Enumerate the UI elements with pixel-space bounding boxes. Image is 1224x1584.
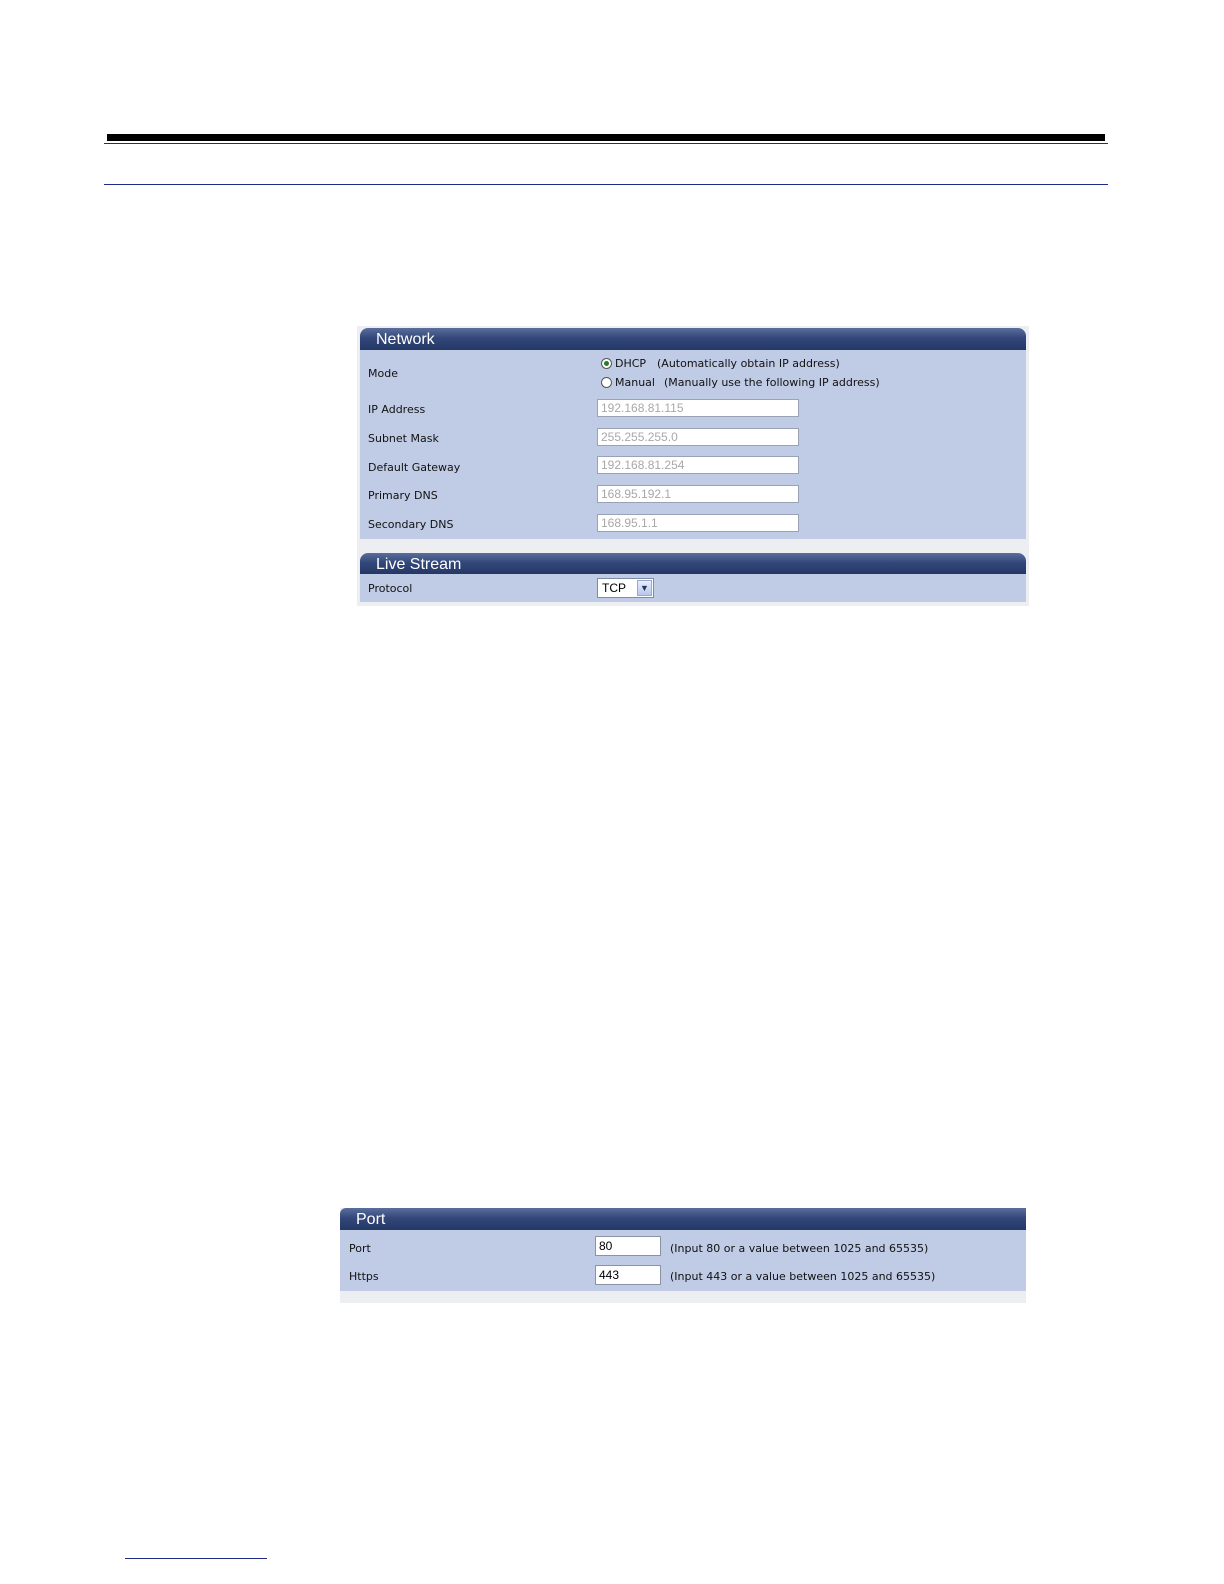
- secondary-dns-label: Secondary DNS: [368, 518, 454, 531]
- protocol-label: Protocol: [368, 582, 413, 595]
- chevron-down-icon[interactable]: ▼: [637, 580, 652, 596]
- network-settings-panel: [357, 326, 1029, 606]
- protocol-value: TCP: [602, 581, 626, 595]
- network-header: Network: [360, 328, 1026, 350]
- live-stream-header: Live Stream: [360, 553, 1026, 574]
- port-header: Port: [340, 1208, 1026, 1230]
- port-settings-panel: [340, 1208, 1026, 1303]
- https-label: Https: [349, 1270, 379, 1283]
- primary-dns-field[interactable]: 168.95.192.1: [597, 485, 799, 503]
- primary-dns-label: Primary DNS: [368, 489, 438, 502]
- header-rule-thick: [107, 134, 1105, 141]
- ip-address-field[interactable]: 192.168.81.115: [597, 399, 799, 417]
- default-gateway-field[interactable]: 192.168.81.254: [597, 456, 799, 474]
- manual-radio[interactable]: [601, 377, 612, 388]
- manual-label[interactable]: Manual: [615, 376, 655, 389]
- footer-rule: [125, 1558, 267, 1559]
- dhcp-radio[interactable]: [601, 358, 612, 369]
- https-hint: (Input 443 or a value between 1025 and 65535): [670, 1270, 936, 1283]
- secondary-dns-field[interactable]: 168.95.1.1: [597, 514, 799, 532]
- port-body: [340, 1230, 1026, 1291]
- subnet-mask-field[interactable]: 255.255.255.0: [597, 428, 799, 446]
- https-field[interactable]: 443: [595, 1265, 661, 1285]
- network-body: [360, 350, 1026, 539]
- dhcp-description: (Automatically obtain IP address): [657, 357, 840, 370]
- port-label: Port: [349, 1242, 371, 1255]
- header-rule-thin: [104, 143, 1108, 144]
- subnet-mask-label: Subnet Mask: [368, 432, 439, 445]
- ip-address-label: IP Address: [368, 403, 426, 416]
- protocol-select[interactable]: [597, 578, 654, 598]
- section-rule: [104, 184, 1108, 185]
- live-stream-body: [360, 574, 1026, 602]
- mode-label: Mode: [368, 367, 398, 380]
- dhcp-label[interactable]: DHCP: [615, 357, 647, 370]
- default-gateway-label: Default Gateway: [368, 461, 461, 474]
- manual-description: (Manually use the following IP address): [664, 376, 880, 389]
- radio-selected-dot: [604, 361, 609, 366]
- port-field[interactable]: 80: [595, 1236, 661, 1256]
- port-hint: (Input 80 or a value between 1025 and 65535): [670, 1242, 929, 1255]
